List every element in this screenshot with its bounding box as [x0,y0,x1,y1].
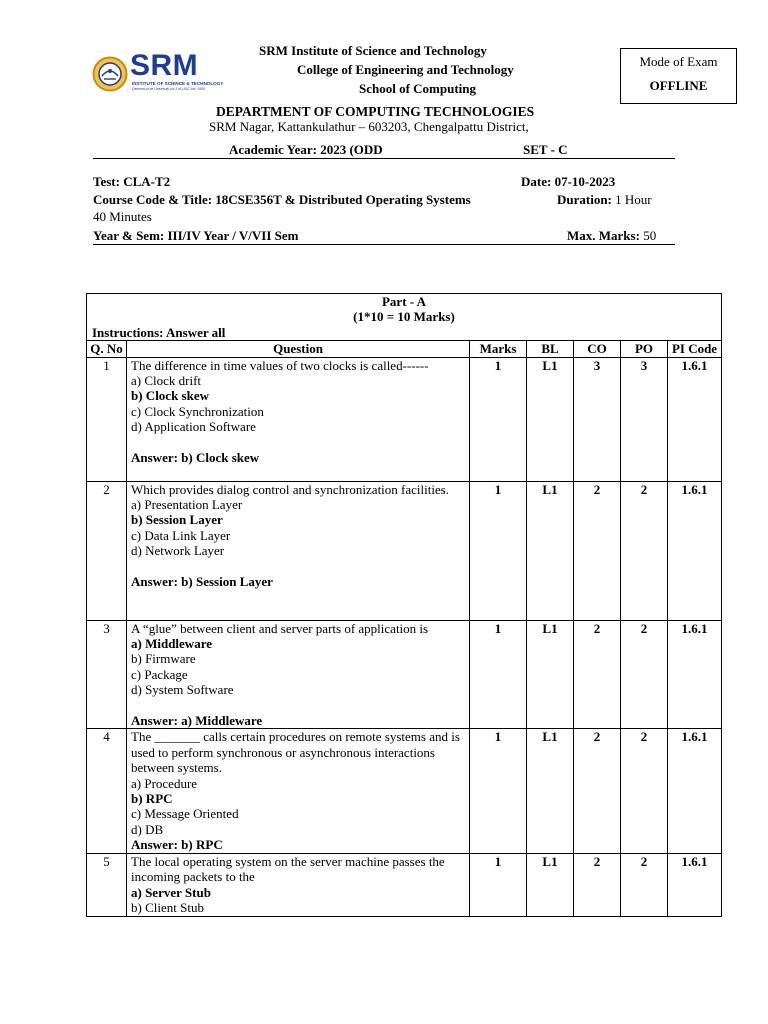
marks-cell: 1 [470,620,527,729]
academic-year: Academic Year: 2023 (ODD [229,142,383,157]
po-cell: 3 [621,357,668,481]
option-b: b) Clock skew [131,388,210,404]
question-cell [127,729,470,853]
co-cell: 3 [574,357,621,481]
question-cell [127,853,470,916]
answer: Answer: b) RPC [131,837,223,853]
college-name: College of Engineering and Technology [297,62,514,77]
part-marks: (1*10 = 10 Marks) [353,309,455,325]
spacer [131,435,465,450]
duration-value: 1 Hour [611,192,652,207]
question-text: A “glue” between client and server parts of application is [131,620,429,636]
column-header-row [87,341,722,357]
srm-logo [92,49,227,94]
table-row [87,853,722,916]
pi-cell: 1.6.1 [668,620,722,729]
bl-cell: L1 [527,481,574,620]
option-c: c) Data Link Layer [131,527,231,543]
option-d: d) Application Software [131,419,256,435]
col-header-marks: Marks [470,341,527,357]
srm-seal-icon [92,56,128,92]
institute-name: SRM Institute of Science and Technology [259,43,487,58]
option-b: b) Firmware [131,651,196,667]
bl-cell: L1 [527,853,574,916]
question-cell [127,620,470,729]
co-cell: 2 [574,620,621,729]
logo-tagline: Deemed to be University u/s 3 of UGC Act, 1956 [132,87,205,91]
year-sem: Year & Sem: III/IV Year / V/VII Sem [93,228,299,243]
co-cell: 2 [574,729,621,853]
answer: Answer: a) Middleware [131,713,263,729]
part-header-cell [87,294,722,341]
question-number: 5 [87,853,127,916]
option-b: b) Session Layer [131,512,223,528]
co-cell: 2 [574,481,621,620]
marks-cell: 1 [470,853,527,916]
question-cell [127,357,470,481]
option-a: a) Procedure [131,775,198,791]
school-name: School of Computing [359,81,477,96]
col-header-qno: Q. No [87,341,127,357]
part-title: Part - A [381,294,427,309]
answer: Answer: b) Clock skew [131,450,260,466]
col-header-bl: BL [527,341,574,357]
header-rule [93,158,675,159]
col-header-question: Question [127,341,470,357]
marks-cell: 1 [470,481,527,620]
question-text: Which provides dialog control and synchronization facilities. [131,481,450,497]
po-cell: 2 [621,481,668,620]
part-header-row [87,294,722,341]
option-b: b) RPC [131,791,173,807]
pi-cell: 1.6.1 [668,357,722,481]
question-number: 1 [87,357,127,481]
course-code-title: Course Code & Title: 18CSE356T & Distributed Operating Systems [93,192,471,207]
question-number: 3 [87,620,127,729]
question-text: The difference in time values of two clocks is called------ [131,357,429,373]
table-row [87,481,722,620]
po-cell: 2 [621,729,668,853]
option-c: c) Package [131,666,188,682]
question-text: The local operating system on the server machine passes the incoming packets to the [131,853,445,885]
marks-cell: 1 [470,357,527,481]
address: SRM Nagar, Kattankulathur – 603203, Chengalpattu District, [209,119,529,134]
col-header-pi: PI Code [668,341,722,357]
department-name: DEPARTMENT OF COMPUTING TECHNOLOGIES [216,104,535,119]
logo-subtitle: INSTITUTE OF SCIENCE & TECHNOLOGY [132,81,224,86]
table-row [87,620,722,729]
mode-label: Mode of Exam [639,54,718,69]
po-cell: 2 [621,853,668,916]
marks-cell: 1 [470,729,527,853]
bl-cell: L1 [527,620,574,729]
po-cell: 2 [621,620,668,729]
set-label: SET - C [523,142,568,157]
pi-cell: 1.6.1 [668,853,722,916]
question-text: The _______ calls certain procedures on remote systems and is used to perform synchronous or asynchronous interactions between systems. [131,729,460,776]
test-date: Date: 07-10-2023 [521,174,616,189]
table-row [87,357,722,481]
spacer [131,698,465,713]
col-header-po: PO [621,341,668,357]
mode-of-exam-box [620,48,737,104]
co-cell: 2 [574,853,621,916]
option-a: a) Server Stub [131,884,211,900]
duration-continued: 40 Minutes [93,209,152,224]
question-table [86,293,722,917]
option-a: a) Middleware [131,636,212,652]
max-marks-label: Max. Marks: [567,228,640,243]
max-marks-value: 50 [639,228,657,243]
option-a: a) Clock drift [131,373,202,389]
mode-value: OFFLINE [649,78,708,93]
option-d: d) System Software [131,682,234,698]
spacer [131,559,465,574]
max-marks [567,228,656,243]
instructions: Instructions: Answer all [92,324,226,340]
option-d: d) Network Layer [131,543,225,559]
pi-cell: 1.6.1 [668,729,722,853]
question-number: 2 [87,481,127,620]
option-a: a) Presentation Layer [131,497,243,513]
answer: Answer: b) Session Layer [131,574,273,590]
bl-cell: L1 [527,357,574,481]
option-d: d) DB [131,821,164,837]
bl-cell: L1 [527,729,574,853]
duration [557,192,652,207]
duration-label: Duration: [557,192,612,207]
option-c: c) Clock Synchronization [131,403,264,419]
details-rule [93,244,675,245]
option-b: b) Client Stub [131,899,204,915]
col-header-co: CO [574,341,621,357]
test-name: Test: CLA-T2 [93,174,171,189]
logo-wordmark: SRM [130,49,199,82]
table-row [87,729,722,853]
question-number: 4 [87,729,127,853]
pi-cell: 1.6.1 [668,481,722,620]
option-c: c) Message Oriented [131,806,239,822]
question-cell [127,481,470,620]
